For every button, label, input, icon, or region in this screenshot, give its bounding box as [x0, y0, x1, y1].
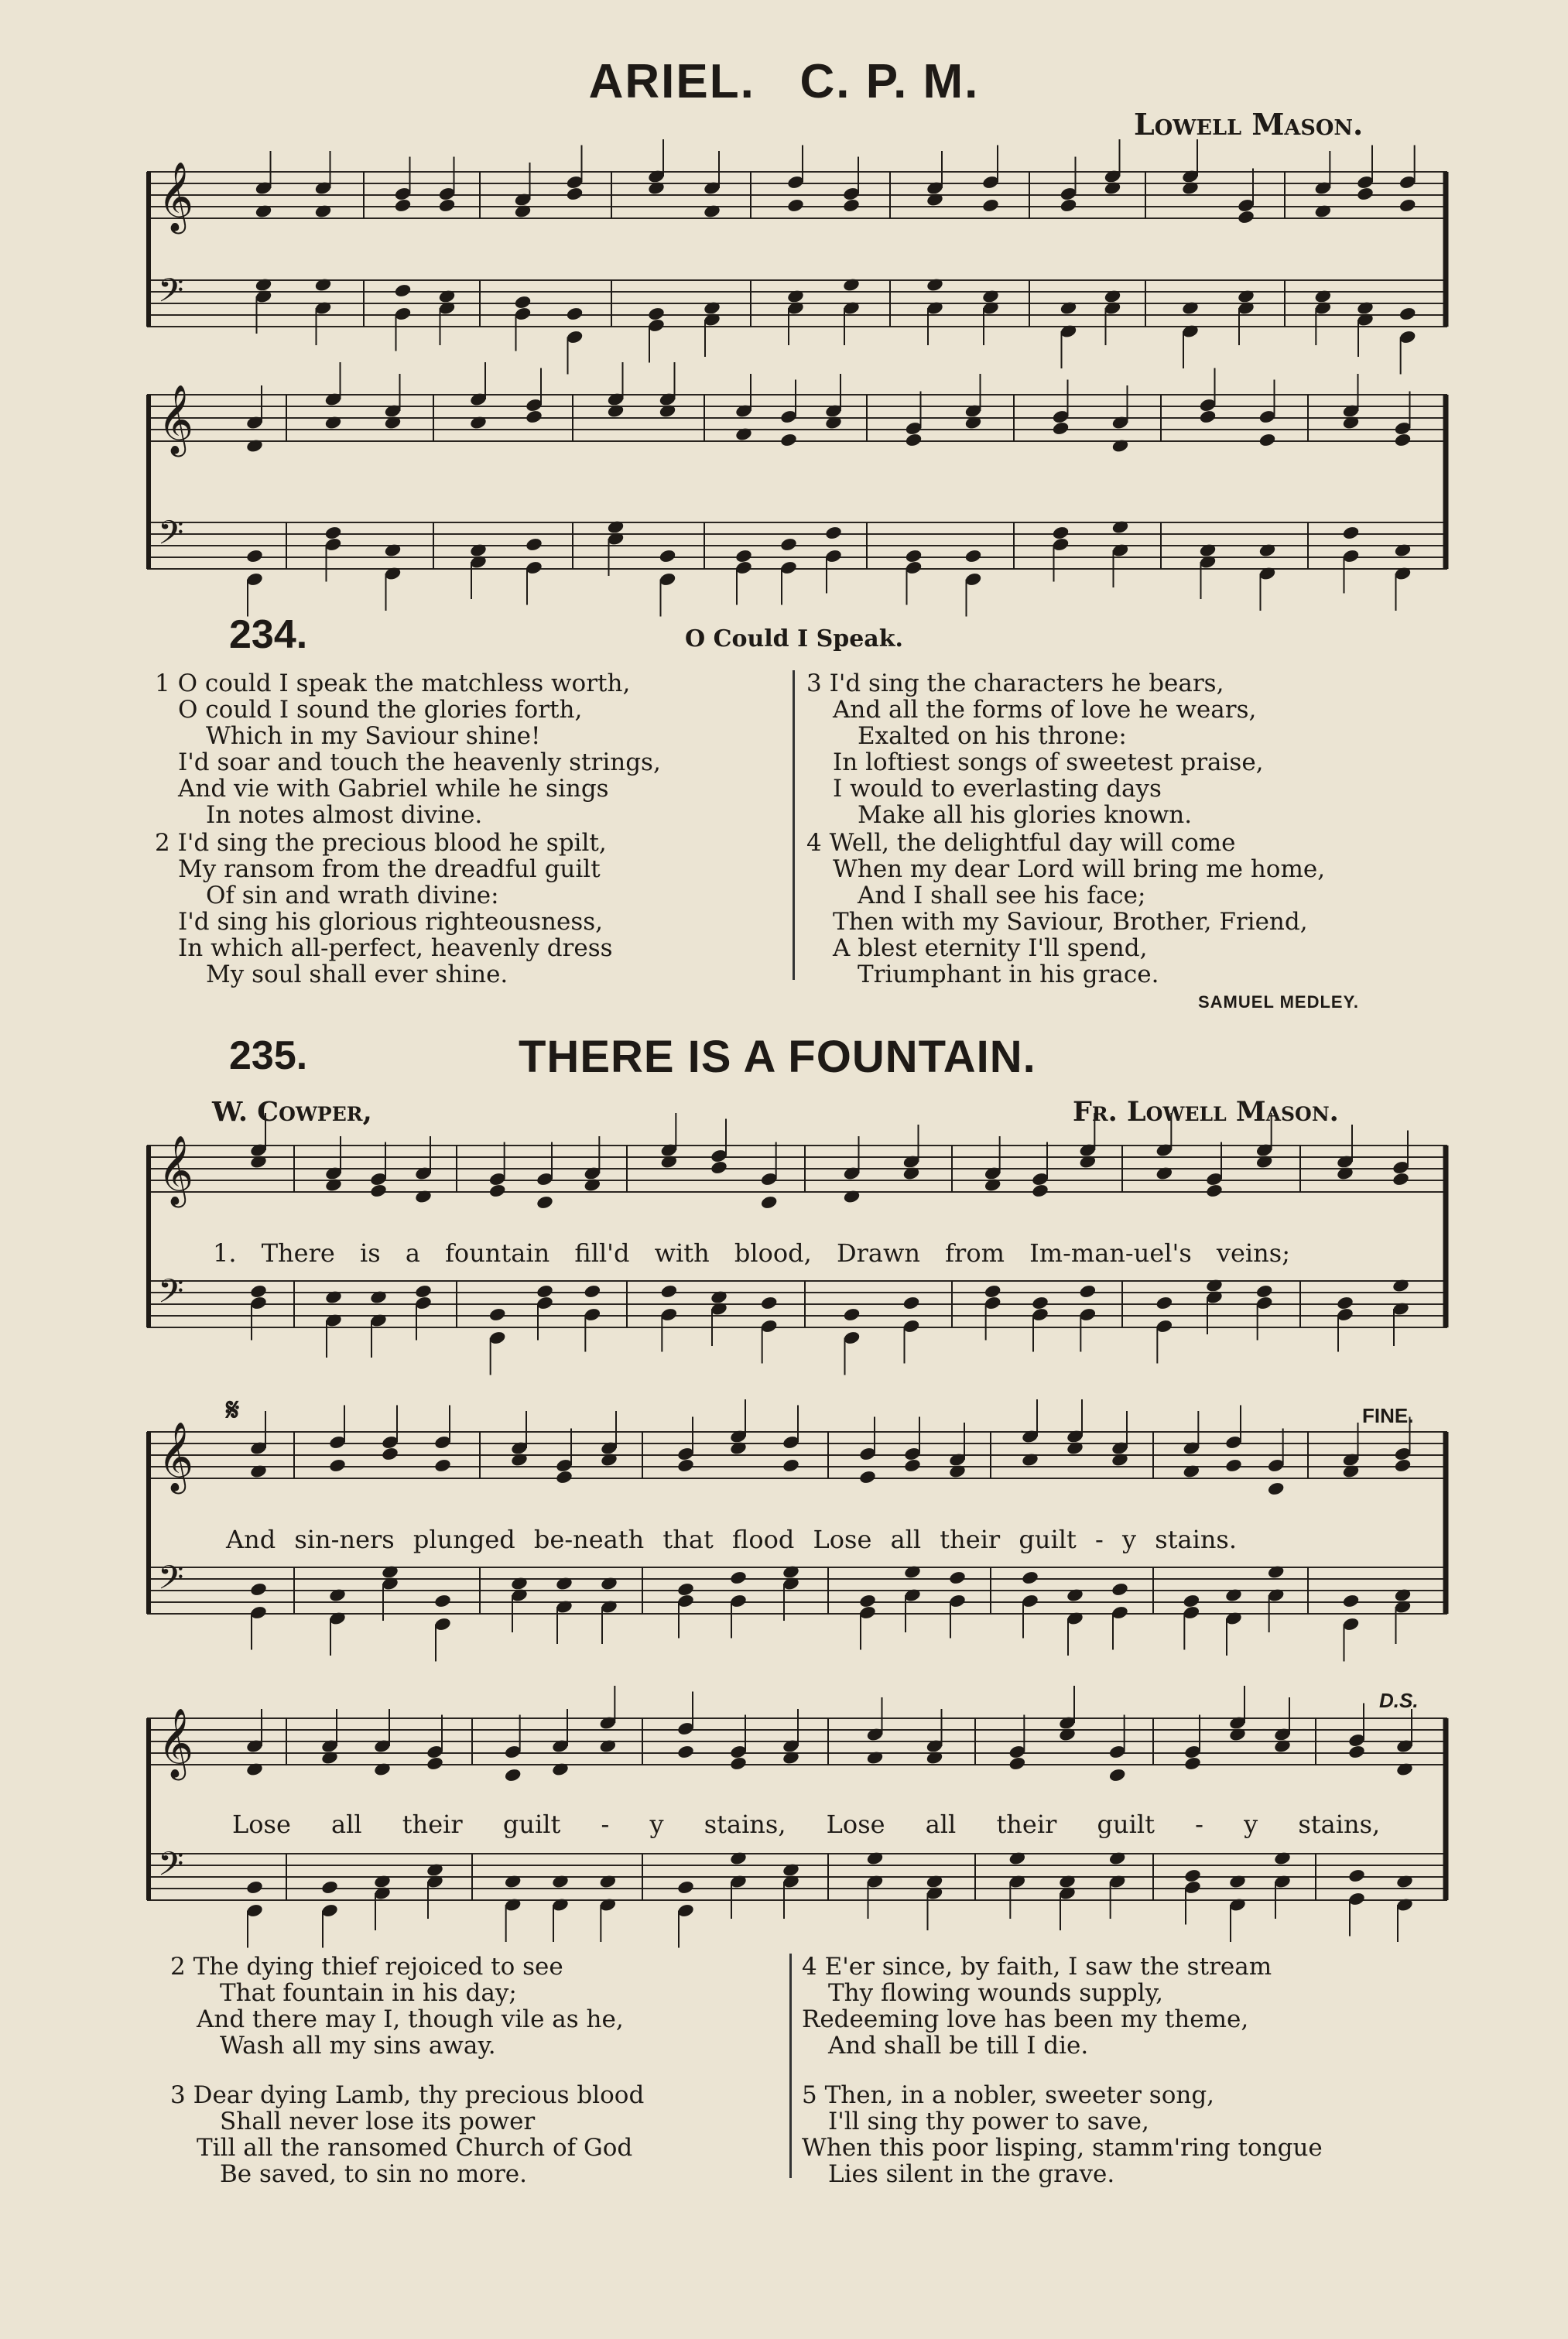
note-head: [1031, 1183, 1049, 1199]
hymn-number: 234.: [229, 612, 308, 657]
lyric-line-1: 1. There is a fountain fill'd with blood, Drawn from Im-man-uel's veins;: [213, 1238, 1290, 1268]
hymn-number: 235.: [229, 1033, 308, 1078]
note-head: [842, 198, 861, 214]
note-head: [1258, 433, 1277, 448]
note-head: [734, 549, 753, 564]
note-head: [858, 1470, 877, 1485]
hymn-title: THERE IS A FOUNTAIN.: [519, 1032, 1036, 1082]
note-head: [948, 1570, 967, 1586]
note-head: [676, 1745, 695, 1760]
treble-clef-icon: 𝄞: [158, 1422, 194, 1491]
hymn-author: W. Cowper,: [212, 1096, 372, 1128]
treble-clef-icon: 𝄞: [158, 1708, 194, 1778]
note-head: [245, 549, 264, 564]
music-system-1: [147, 163, 1447, 364]
segno-mark: 𝄋: [226, 1393, 240, 1427]
note-head: [1183, 1594, 1201, 1609]
note-head: [536, 1284, 554, 1300]
note-head: [647, 307, 666, 322]
note-head: [1183, 1868, 1202, 1884]
note-head: [1237, 210, 1255, 225]
note-head: [536, 1195, 554, 1211]
note-head: [566, 307, 584, 322]
note-head: [1183, 1756, 1202, 1772]
verse-1: 1 O could I speak the matchless worth, O could I sound the glories forth, Which in my Saviour shine! I'd soar and touch the heavenly strings, And vie with Gabriel while he sings In notes almost divine.: [155, 670, 661, 829]
music-system-2: [147, 387, 1447, 588]
column-divider: [789, 1954, 792, 2178]
note-head: [1347, 1745, 1366, 1760]
note-head: [426, 1756, 444, 1772]
note-head: [249, 1284, 268, 1300]
note-head: [1392, 1172, 1410, 1187]
note-head: [729, 1756, 748, 1772]
note-head: [525, 537, 543, 553]
note-head: [1205, 1183, 1224, 1199]
note-head: [858, 1594, 877, 1609]
note-head: [488, 1183, 507, 1199]
note-head: [905, 549, 923, 564]
verse-2: 2 The dying thief rejoiced to see That fountain in his day; And there may I, though vile as he, Wash all my sins away.: [170, 1953, 624, 2060]
note-head: [433, 1458, 452, 1474]
note-head: [1155, 1296, 1174, 1311]
note-head: [902, 1296, 921, 1311]
note-head: [381, 1447, 399, 1462]
column-divider: [793, 670, 795, 980]
verse-3: 3 I'd sing the characters he bears, And all the forms of love he wears, Exalted on his throne: In loftiest songs of sweetest praise, I would to everlasting days Make all his glories known.: [806, 670, 1264, 829]
note-head: [1394, 1458, 1412, 1474]
note-head: [676, 1582, 695, 1598]
note-head: [1342, 526, 1361, 541]
note-head: [438, 198, 457, 214]
note-head: [1255, 1284, 1274, 1300]
note-head: [1399, 307, 1417, 322]
note-head: [584, 1284, 602, 1300]
treble-clef-icon: 𝄞: [158, 1135, 194, 1205]
tune-name: ARIEL.: [588, 55, 755, 108]
verse-4: 4 E'er since, by faith, I saw the stream Thy flowing wounds supply, Redeeming love has been my theme, And shall be till I die.: [802, 1953, 1272, 2060]
note-head: [1060, 198, 1078, 214]
note-head: [514, 295, 532, 310]
note-head: [320, 1880, 339, 1896]
note-head: [824, 526, 843, 541]
note-head: [843, 1307, 861, 1323]
note-head: [1008, 1756, 1027, 1772]
note-head: [1356, 187, 1375, 202]
note-head: [488, 1307, 507, 1323]
note-head: [660, 1284, 679, 1300]
note-head: [1108, 1768, 1127, 1783]
verse-5: 5 Then, in a nobler, sweeter song, I'll sing thy power to save, When this poor lisping, stamm'ring tongue Lies silent in the grave.: [802, 2081, 1323, 2188]
note-head: [394, 283, 413, 299]
bass-clef-icon: 𝄢: [158, 1845, 184, 1892]
note-head: [324, 526, 343, 541]
note-head: [245, 1880, 264, 1896]
note-head: [779, 433, 798, 448]
note-head: [394, 198, 413, 214]
note-head: [1021, 1570, 1039, 1586]
bass-clef-icon: 𝄢: [158, 514, 184, 560]
note-head: [414, 1284, 433, 1300]
note-head: [676, 1880, 695, 1896]
note-head: [566, 187, 584, 202]
fine-mark: FINE.: [1362, 1404, 1414, 1427]
note-head: [1031, 1296, 1049, 1311]
note-head: [249, 1582, 268, 1598]
note-head: [1394, 433, 1412, 448]
treble-clef-icon: 𝄞: [158, 385, 194, 454]
note-head: [433, 1594, 452, 1609]
lyric-line-3: Lose all their guilt - y stains, Lose all their guilt - y stains,: [232, 1810, 1381, 1839]
note-head: [981, 198, 1000, 214]
note-head: [1267, 1481, 1286, 1497]
tune-title: [0, 54, 1568, 109]
bass-clef-icon: 𝄢: [158, 1272, 184, 1319]
lyric-line-2: And sin-ners plunged be-neath that flood Lose all their guilt - y stains.: [226, 1525, 1238, 1554]
note-head: [710, 1160, 728, 1176]
note-head: [1199, 409, 1217, 425]
hymn-author: SAMUEL MEDLEY.: [1198, 992, 1359, 1012]
note-head: [782, 1458, 800, 1474]
note-head: [1399, 198, 1417, 214]
note-head: [760, 1195, 779, 1211]
verse-2: 2 I'd sing the precious blood he spilt, My ransom from the dreadful guilt Of sin and wrath divine: I'd sing his glorious righteousness, In which all-perfect, heavenly dress My soul shall ever shine.: [155, 829, 613, 988]
bass-clef-icon: 𝄢: [158, 1559, 184, 1605]
hymn-heading: O Could I Speak.: [685, 625, 903, 652]
note-head: [1079, 1284, 1097, 1300]
note-head: [676, 1458, 695, 1474]
note-head: [984, 1284, 1002, 1300]
note-head: [1347, 1868, 1366, 1884]
note-head: [1052, 421, 1070, 437]
note-head: [760, 1296, 779, 1311]
note-head: [525, 409, 543, 425]
tune-meter: C. P. M.: [799, 55, 980, 108]
verse-3: 3 Dear dying Lamb, thy precious blood Shall never lose its power Till all the ransomed Church of God Be saved, to sin no more.: [170, 2081, 645, 2188]
note-head: [786, 198, 805, 214]
note-head: [1052, 526, 1070, 541]
note-head: [903, 1458, 922, 1474]
note-head: [504, 1768, 522, 1783]
composer: Fr. Lowell Mason.: [1073, 1096, 1339, 1128]
note-head: [1342, 1594, 1361, 1609]
note-head: [729, 1570, 748, 1586]
note-head: [555, 1470, 573, 1485]
note-head: [779, 537, 798, 553]
composer: Lowell Mason.: [1134, 107, 1364, 142]
ds-mark: D.S.: [1379, 1689, 1419, 1712]
note-head: [369, 1183, 388, 1199]
note-head: [1111, 1582, 1129, 1598]
note-head: [905, 433, 923, 448]
note-head: [964, 549, 983, 564]
verse-4: 4 Well, the delightful day will come When my dear Lord will bring me home, And I shall see his face; Then with my Saviour, Brother, Friend, A blest eternity I'll spend, Triumphant in his grace.: [806, 829, 1326, 988]
bass-clef-icon: 𝄢: [158, 272, 184, 318]
treble-clef-icon: 𝄞: [158, 162, 194, 231]
note-head: [659, 549, 677, 564]
note-head: [328, 1458, 347, 1474]
note-head: [1224, 1458, 1243, 1474]
note-head: [1336, 1296, 1354, 1311]
